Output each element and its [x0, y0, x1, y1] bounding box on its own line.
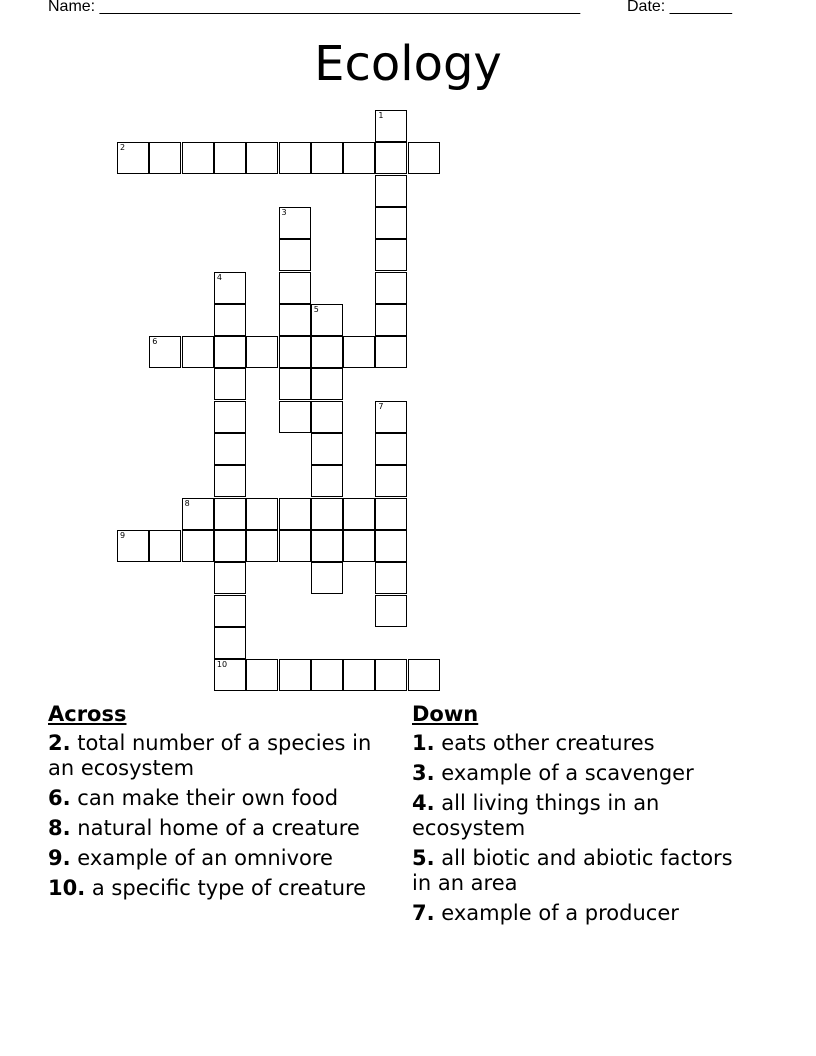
across-clue	[48, 846, 388, 871]
crossword-cell[interactable]	[343, 530, 375, 562]
down-clue	[412, 761, 752, 786]
crossword-cell[interactable]	[214, 304, 246, 336]
clue-number: 5.	[412, 846, 435, 870]
crossword-cell[interactable]	[214, 659, 246, 691]
date-line: Date: _______	[627, 0, 732, 15]
cell-number: 4	[216, 272, 222, 282]
crossword-cell[interactable]	[375, 110, 407, 142]
cell-number: 3	[281, 207, 287, 217]
down-clue	[412, 901, 752, 926]
cell-number: 10	[216, 660, 228, 670]
down-clue	[412, 731, 752, 756]
crossword-cell[interactable]	[214, 336, 246, 368]
down-clue	[412, 791, 752, 841]
across-clue	[48, 731, 388, 781]
crossword-cell[interactable]	[375, 175, 407, 207]
clue-number: 2.	[48, 731, 71, 755]
crossword-cell[interactable]	[375, 401, 407, 433]
clue-text: all living things in an ecosystem	[412, 791, 660, 840]
clue-number: 6.	[48, 786, 71, 810]
crossword-cell[interactable]	[246, 530, 278, 562]
crossword-cell[interactable]	[375, 142, 407, 174]
crossword-cell[interactable]	[375, 498, 407, 530]
cell-number: 9	[120, 530, 126, 540]
crossword-cell[interactable]	[182, 498, 214, 530]
crossword-cell[interactable]	[375, 272, 407, 304]
crossword-cell[interactable]	[311, 659, 343, 691]
across-clue	[48, 786, 388, 811]
crossword-cell[interactable]	[149, 336, 181, 368]
crossword-cell[interactable]	[117, 530, 149, 562]
crossword-cell[interactable]	[149, 530, 181, 562]
down-clues	[412, 702, 752, 931]
crossword-cell[interactable]	[246, 498, 278, 530]
crossword-cell[interactable]	[375, 465, 407, 497]
clue-text: eats other creatures	[441, 731, 655, 755]
crossword-cell[interactable]	[311, 562, 343, 594]
clue-number: 1.	[412, 731, 435, 755]
crossword-cell[interactable]	[311, 530, 343, 562]
crossword-cell[interactable]	[375, 562, 407, 594]
crossword-cell[interactable]	[182, 336, 214, 368]
crossword-cell[interactable]	[375, 530, 407, 562]
crossword-cell[interactable]	[279, 336, 311, 368]
crossword-cell[interactable]	[408, 142, 440, 174]
clue-number: 3.	[412, 761, 435, 785]
crossword-cell[interactable]	[375, 659, 407, 691]
clue-text: all biotic and abiotic factors in an area	[412, 846, 733, 895]
crossword-cell[interactable]	[279, 401, 311, 433]
crossword-cell[interactable]	[311, 304, 343, 336]
crossword-cell[interactable]	[343, 498, 375, 530]
across-clues	[48, 702, 388, 906]
crossword-cell[interactable]	[279, 142, 311, 174]
crossword-cell[interactable]	[149, 142, 181, 174]
crossword-cell[interactable]	[279, 368, 311, 400]
crossword-cell[interactable]	[279, 207, 311, 239]
crossword-cell[interactable]	[214, 368, 246, 400]
crossword-cell[interactable]	[279, 272, 311, 304]
clue-number: 8.	[48, 816, 71, 840]
down-clue	[412, 846, 752, 896]
crossword-cell[interactable]	[311, 368, 343, 400]
name-line: Name: ______________________________________________________	[48, 0, 581, 15]
clue-text: example of a producer	[441, 901, 679, 925]
crossword-cell[interactable]	[343, 336, 375, 368]
crossword-cell[interactable]	[311, 142, 343, 174]
cell-number: 7	[378, 401, 384, 411]
crossword-cell[interactable]	[214, 272, 246, 304]
cell-number: 2	[120, 143, 126, 153]
crossword-cell[interactable]	[375, 433, 407, 465]
crossword-cell[interactable]	[375, 595, 407, 627]
crossword-cell[interactable]	[214, 562, 246, 594]
crossword-cell[interactable]	[214, 530, 246, 562]
crossword-cell[interactable]	[117, 142, 149, 174]
crossword-cell[interactable]	[375, 207, 407, 239]
across-heading: Across	[48, 702, 127, 726]
crossword-cell[interactable]	[246, 336, 278, 368]
crossword-cell[interactable]	[311, 401, 343, 433]
crossword-cell[interactable]	[375, 336, 407, 368]
crossword-cell[interactable]	[279, 239, 311, 271]
crossword-cell[interactable]	[279, 498, 311, 530]
crossword-cell[interactable]	[311, 498, 343, 530]
clue-number: 4.	[412, 791, 435, 815]
crossword-cell[interactable]	[311, 433, 343, 465]
clue-number: 9.	[48, 846, 71, 870]
crossword-cell[interactable]	[375, 304, 407, 336]
clue-text: example of a scavenger	[441, 761, 694, 785]
crossword-cell[interactable]	[408, 659, 440, 691]
crossword-cell[interactable]	[311, 336, 343, 368]
crossword-cell[interactable]	[214, 401, 246, 433]
crossword-cell[interactable]	[214, 465, 246, 497]
crossword-cell[interactable]	[375, 239, 407, 271]
crossword-cell[interactable]	[279, 304, 311, 336]
clue-number: 10.	[48, 876, 86, 900]
crossword-cell[interactable]	[214, 142, 246, 174]
crossword-cell[interactable]	[279, 530, 311, 562]
crossword-cell[interactable]	[343, 142, 375, 174]
clue-text: can make their own food	[77, 786, 339, 810]
cell-number: 6	[152, 337, 158, 347]
clue-text: natural home of a creature	[77, 816, 360, 840]
cell-number: 1	[378, 111, 384, 120]
crossword-cell[interactable]	[279, 659, 311, 691]
crossword-cell[interactable]	[214, 433, 246, 465]
crossword-cell[interactable]	[246, 142, 278, 174]
crossword-cell[interactable]	[246, 659, 278, 691]
cell-number: 5	[313, 304, 319, 314]
across-clue	[48, 876, 388, 901]
cell-number: 8	[184, 498, 190, 508]
clue-text: example of an omnivore	[77, 846, 333, 870]
crossword-cell[interactable]	[311, 465, 343, 497]
crossword-cell[interactable]	[182, 142, 214, 174]
page-title: Ecology	[314, 36, 502, 92]
crossword-cell[interactable]	[214, 595, 246, 627]
crossword-cell[interactable]	[343, 659, 375, 691]
clue-text: a specific type of creature	[91, 876, 367, 900]
crossword-cell[interactable]	[214, 498, 246, 530]
clue-number: 7.	[412, 901, 435, 925]
crossword-cell[interactable]	[214, 627, 246, 659]
down-heading: Down	[412, 702, 479, 726]
clue-text: total number of a species in an ecosystem	[48, 731, 372, 780]
across-clue	[48, 816, 388, 841]
crossword-cell[interactable]	[182, 530, 214, 562]
